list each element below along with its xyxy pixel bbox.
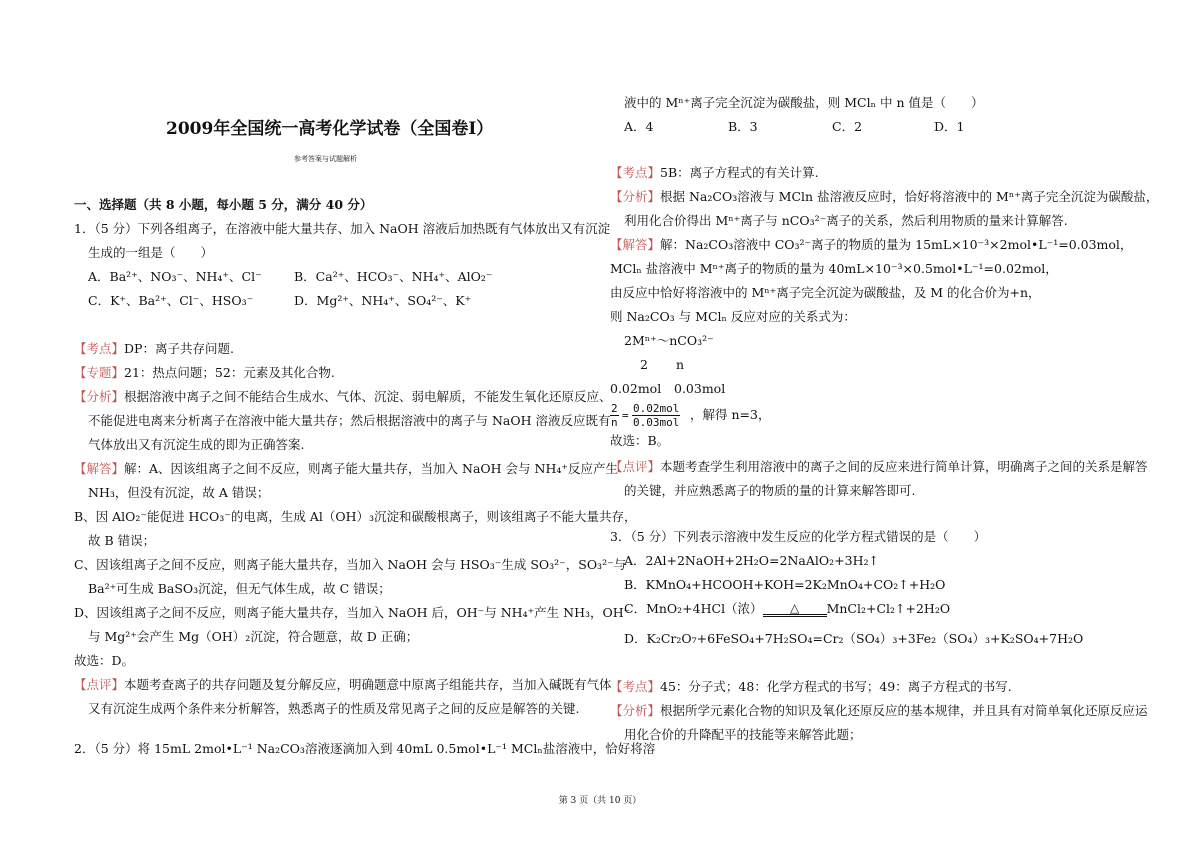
page-title: 2009年全国统一高考化学试卷（全国卷Ⅰ） <box>166 119 494 139</box>
q2-relation-coef-n: n <box>676 357 685 372</box>
q1-option-a: A．Ba²⁺、NO₃⁻、NH₄⁺、Cl⁻ <box>88 269 262 284</box>
q2-dianping-line1: 本题考查学生利用溶液中的离子之间的反应来进行简单计算，明确离子之间的关系是解答 <box>660 459 1148 474</box>
q1-jieda <box>74 460 618 478</box>
q1-dianping <box>74 676 612 694</box>
q3-option-c-right: MnCl₂+Cl₂↑+2H₂O <box>826 601 951 616</box>
q3-kaodian-text: 45：分子式；48：化学方程式的书写；49：离子方程式的书写. <box>660 679 1012 694</box>
q2-fenxi <box>610 188 1158 206</box>
zhuanti-tag: 【专题】 <box>74 365 125 380</box>
kaodian-tag: 【考点】 <box>74 341 125 356</box>
q2-jieda-line1: 解：Na₂CO₃溶液中 CO₃²⁻离子的物质的量为 15mL×10⁻³×2mol•L⁻¹=0.03mol， <box>660 237 1133 252</box>
q2-fenxi-line2: 利用化合价得出 Mⁿ⁺离子与 nCO₃²⁻离子的关系，然后利用物质的量来计算解答. <box>624 213 1068 228</box>
q2-option-a: A．4 <box>624 119 654 134</box>
q2-fraction-equals: = <box>622 409 629 422</box>
q1-jieda-line7: D、因该组离子之间不反应，则离子能大量共存，当加入 NaOH 后，OH⁻与 NH₄⁺产生 NH₃，OH⁻ <box>74 605 631 620</box>
q1-zhuanti-text: 21：热点问题；52：元素及其化合物. <box>124 365 335 380</box>
q3-stem: 3．（5 分）下列表示溶液中发生反应的化学方程式错误的是（ ） <box>610 529 987 544</box>
q2-fraction-right <box>632 402 680 429</box>
q2-kaodian <box>610 164 819 182</box>
q2-relation: 2Mⁿ⁺～nCO₃²⁻ <box>624 333 714 348</box>
q2-relation-coef-m: 2 <box>640 357 648 372</box>
q1-fenxi <box>74 388 612 406</box>
q2-option-b: B．3 <box>728 119 758 134</box>
q1-zhuanti <box>74 364 335 382</box>
q3-kaodian <box>610 678 1012 696</box>
q3-fenxi-line2: 用化合价的升降配平的技能等来解答此题； <box>624 727 862 742</box>
heating-condition-arrow <box>763 600 827 617</box>
q2-fenxi-line1: 根据 Na₂CO₃溶液与 MCln 盐溶液反应时，恰好将溶液中的 Mⁿ⁺离子完全沉淀为碳酸盐， <box>660 189 1159 204</box>
kaodian-tag: 【考点】 <box>610 679 661 694</box>
q1-jieda-line4: 故 B 错误； <box>88 533 156 548</box>
fenxi-tag: 【分析】 <box>610 703 661 718</box>
q1-option-d: D．Mg²⁺、NH₄⁺、SO₄²⁻、K⁺ <box>294 293 472 308</box>
page-subtitle: 参考答案与试题解析 <box>294 155 357 163</box>
q2-stem-line1: 2．（5 分）将 15mL 2mol•L⁻¹ Na₂CO₃溶液逐滴加入到 40mL 0.5mol•L⁻¹ MClₙ盐溶液中，恰好将溶 <box>74 741 656 756</box>
q1-jieda-line6: Ba²⁺可生成 BaSO₃沉淀，但无气体生成，故 C 错误； <box>88 581 391 596</box>
triangle-icon: △ <box>789 600 800 615</box>
page-footer: 第 3 页（共 10 页） <box>558 796 642 806</box>
q1-option-c: C．K⁺、Ba²⁺、Cl⁻、HSO₃⁻ <box>88 293 254 308</box>
q1-kaodian-text: DP：离子共存问题. <box>124 341 234 356</box>
q1-jieda-line9: 故选：D。 <box>74 653 135 668</box>
q1-stem-line1: 1．（5 分）下列各组离子，在溶液中能大量共存、加入 NaOH 溶液后加热既有气体放出又有沉淀 <box>74 221 611 236</box>
q2-option-c: C．2 <box>832 119 863 134</box>
fraction-numerator: 2 <box>611 402 618 415</box>
q2-dianping-line2: 的关键，并应熟悉离子的物质的量的计算来解答即可. <box>624 483 916 498</box>
dianping-tag: 【点评】 <box>74 677 125 692</box>
q2-choose: 故选：B。 <box>610 433 670 448</box>
q1-jieda-line1: 解：A、因该组离子之间不反应，则离子能大量共存，当加入 NaOH 会与 NH₄⁺反应产生 <box>124 461 618 476</box>
q1-jieda-line3: B、因 AlO₂⁻能促进 HCO₃⁻的电离，生成 Al（OH）₃沉淀和碳酸根离子，则该组离子不能大量共存， <box>74 509 637 524</box>
q3-option-c <box>624 600 950 618</box>
q1-fenxi-line3: 气体放出又有沉淀生成的即为正确答案. <box>88 437 305 452</box>
q1-jieda-line8: 与 Mg²⁺会产生 Mg（OH）₂沉淀，符合题意，故 D 正确； <box>88 629 419 644</box>
q2-relation-mol-m: 0.02mol <box>610 381 662 396</box>
jieda-tag: 【解答】 <box>74 461 125 476</box>
q3-option-d: D．K₂Cr₂O₇+6FeSO₄+7H₂SO₄=Cr₂（SO₄）₃+3Fe₂（SO₄）₃+K₂SO₄+7H₂O <box>624 631 1084 646</box>
q2-jieda-line2: MClₙ 盐溶液中 Mⁿ⁺离子的物质的量为 40mL×10⁻³×0.5mol•L⁻¹=0.02mol， <box>610 261 1058 276</box>
q2-jieda-line3: 由反应中恰好将溶液中的 Mⁿ⁺离子完全沉淀为碳酸盐，及 M 的化合价为+n， <box>610 285 1041 300</box>
q1-dianping-line2: 又有沉淀生成两个条件来分析解答，熟悉离子的性质及常见离子之间的反应是解答的关键. <box>88 701 580 716</box>
q1-dianping-line1: 本题考查离子的共存问题及复分解反应，明确题意中原离子组能共存，当加入碱既有气体 <box>124 677 612 692</box>
q3-fenxi <box>610 702 1148 720</box>
jieda-tag: 【解答】 <box>610 237 661 252</box>
q2-jieda <box>610 236 1132 254</box>
dianping-tag: 【点评】 <box>610 459 661 474</box>
section-heading: 一、选择题（共 8 小题，每小题 5 分，满分 40 分） <box>74 197 373 212</box>
q1-kaodian <box>74 340 234 358</box>
q3-option-b: B．KMnO₄+HCOOH+KOH=2K₂MnO₄+CO₂↑+H₂O <box>624 577 946 592</box>
q3-fenxi-line1: 根据所学元素化合物的知识及氧化还原反应的基本规律，并且具有对简单氧化还原反应运 <box>660 703 1148 718</box>
q1-fenxi-line1: 根据溶液中离子之间不能结合生成水、气体、沉淀、弱电解质，不能发生氧化还原反应、 <box>124 389 612 404</box>
q2-fraction-left <box>610 402 619 429</box>
q1-fenxi-line2: 不能促进电离来分析离子在溶液中能大量共存；然后根据溶液中的离子与 NaOH 溶液反应既有 <box>88 413 611 428</box>
fenxi-tag: 【分析】 <box>610 189 661 204</box>
q2-dianping <box>610 458 1148 476</box>
q3-option-a: A．2Al+2NaOH+2H₂O=2NaAlO₂+3H₂↑ <box>624 553 879 568</box>
q2-relation-mol-c: 0.03mol <box>674 381 726 396</box>
q2-stem-line2: 液中的 Mⁿ⁺离子完全沉淀为碳酸盐，则 MClₙ 中 n 值是（ ） <box>624 95 984 110</box>
fenxi-tag: 【分析】 <box>74 389 125 404</box>
fraction-denominator: 0.03mol <box>633 416 680 429</box>
q2-fraction-tail: ，解得 n=3， <box>690 407 771 422</box>
fraction-numerator: 0.02mol <box>633 402 680 415</box>
q1-jieda-line5: C、因该组离子之间不反应，则离子能大量共存，当加入 NaOH 会与 HSO₃⁻生成 SO₃²⁻，SO₃²⁻与 <box>74 557 627 572</box>
q1-option-b: B．Ca²⁺、HCO₃⁻、NH₄⁺、AlO₂⁻ <box>294 269 493 284</box>
q1-jieda-line2: NH₃，但没有沉淀，故 A 错误； <box>88 485 270 500</box>
q2-option-d: D．1 <box>934 119 965 134</box>
q1-stem-line2: 生成的一组是（ ） <box>88 245 214 260</box>
fraction-denominator: n <box>611 416 618 429</box>
q2-kaodian-text: 5B：离子方程式的有关计算. <box>660 165 819 180</box>
kaodian-tag: 【考点】 <box>610 165 661 180</box>
q2-jieda-line4: 则 Na₂CO₃ 与 MClₙ 反应对应的关系式为： <box>610 309 856 324</box>
q3-option-c-left: C．MnO₂+4HCl（浓） <box>624 601 763 616</box>
